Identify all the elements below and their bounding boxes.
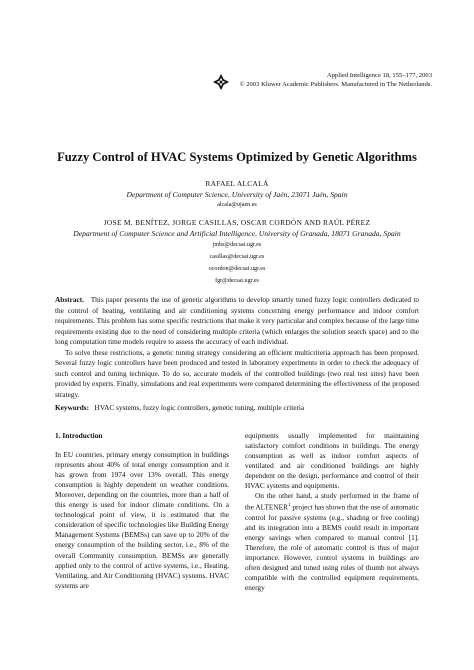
left-column <box>55 431 229 591</box>
body-paragraph: In EU countries, primary energy consumption in buildings represents about 40% of total energy consumption and it has grown from 1974 over 13% overall. This energy consumption is highly dependent on weather conditions. Moreover, depending on the countries, more than a half of this energy is used for indoor climate conditions. On a technological point of view, it is estimated that the consideration of specific technologies like Building Energy Management Systems (BEMSs) can save up to 20% of the energy consumption of the building sector, i.e., 8% of the overall Community consumption. BEMSs are generally applied only to the control of active systems, i.e., Heating, Ventilating, and Air Conditioning (HVAC) systems. HVAC systems are <box>55 450 229 590</box>
publication-header <box>212 71 432 95</box>
abstract-paragraph <box>55 295 419 348</box>
author-affiliation: Department of Computer Science and Artificial Intelligence, University of Granada, 18071 Granada, Spain <box>73 229 401 238</box>
author-name: RAFAEL ALCALÁ <box>205 179 269 188</box>
keywords-label: Keywords: <box>55 403 90 412</box>
keywords <box>55 403 419 412</box>
copyright-line: © 2003 Kluwer Academic Publishers. Manufactured in The Netherlands. <box>239 81 432 88</box>
keywords-text: HVAC systems, fuzzy logic controllers, genetic tuning, multiple criteria <box>94 403 305 412</box>
author-affiliation: Department of Computer Science, University of Jaén, 23071 Jaén, Spain <box>126 190 348 199</box>
body-paragraph: equipments usually implemented for maintaining satisfactory comfort conditions in buildings. The energy consumption as well as indoor comfort aspects of ventilated and air conditioned buildings are highly dependent on the design, performance and control of their HVAC systems and equipments. <box>245 431 419 491</box>
right-column <box>245 431 419 593</box>
author-email: alcala@ujaen.es <box>217 202 257 208</box>
journal-citation: Applied Intelligence 18, 155–177, 2003 <box>326 72 432 79</box>
author-email: ocordon@decsai.ugr.es <box>208 266 266 272</box>
abstract-label: Abstract. <box>55 295 84 304</box>
abstract-text: This paper presents the use of genetic algorithms to develop smartly tuned fuzzy logic controllers dedicated to the control of heating, ventilating and air conditioning systems concerning energy performance and indoor comfort requirements. This problem has some specific restrictions that make it very particular and complex because of the large time requirements existing due to the need of considering multiple criteria (which enlarges the solution search space) and to the long computation time models require to assess the accuracy of each individual. <box>55 295 419 346</box>
author-email: casillas@decsai.ugr.es <box>209 254 265 260</box>
publisher-logo-icon <box>212 73 230 91</box>
author-email: fgr@decsai.ugr.es <box>215 278 259 284</box>
author-email: jmbs@decsai.ugr.es <box>212 242 262 248</box>
abstract-paragraph: To solve these restrictions, a genetic tuning strategy considering an efficient multicriteria approach has been proposed. Several fuzzy logic controllers have been produced and tested in laboratory experiments in order to check the adequacy of such control and tuning technique. To do so, accurate models of the controlled buildings (two real test sites) have been provided by experts. Finally, simulations and real experiments were compared determining the effectiveness of the proposed strategy. <box>55 347 419 399</box>
publication-info <box>240 71 432 89</box>
section-heading: 1. Introduction <box>55 431 103 440</box>
footnote-marker: 1 <box>287 503 291 509</box>
body-paragraph: On the other hand, a study performed in the frame of the ALTENER$^1$ project has shown that the use of automatic control for passive systems (e.g., shading or free cooling) and its integration into a BEMS could result in important energy savings when compared to manual control [1]. Therefore, the role of automatic control is thus of major importance. However, control systems in buildings are often designed and tuned using rules of thumb not always compatible with the controlled equipment requirements, energy <box>245 491 419 593</box>
paper-title: Fuzzy Control of HVAC Systems Optimized by Genetic Algorithms <box>57 150 417 164</box>
author-names: JOSE M. BENÍTEZ, JORGE CASILLAS, OSCAR CORDÓN AND RAÚL PÉREZ <box>103 218 371 227</box>
abstract <box>55 295 419 400</box>
